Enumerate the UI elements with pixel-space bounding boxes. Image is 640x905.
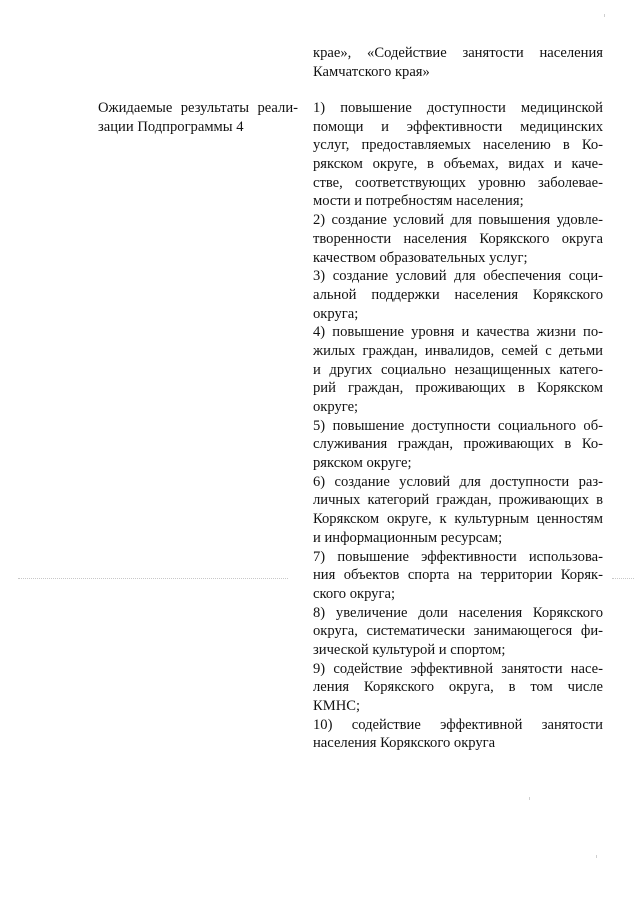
result-line: жилых граждан, инвалидов, семей с детьми: [313, 342, 603, 359]
result-line: 8) увеличение доли населения Корякского: [313, 604, 603, 621]
result-line: творенности населения Корякского округа: [313, 230, 603, 247]
result-line: округе;: [313, 399, 359, 415]
result-item-6: [313, 473, 603, 548]
continuation-line: Камчатского края»: [313, 63, 430, 80]
result-line: 4) повышение уровня и качества жизни по-: [313, 324, 603, 341]
result-line: альной поддержки населения Корякского: [313, 286, 603, 303]
result-line: населения Корякского округа: [313, 735, 496, 752]
result-item-4: [313, 323, 603, 416]
result-line: зической культурой и спортом;: [313, 641, 506, 658]
result-line: 3) создание условий для обеспечения соци-: [313, 268, 603, 285]
result-line: 5) повышение доступности социального об-: [313, 417, 603, 434]
continuation-line: крае», «Содействие занятости населения: [313, 45, 603, 61]
result-item-8: [313, 604, 603, 660]
scan-artifact-speck: [529, 797, 530, 800]
result-line: рий граждан, проживающих в Корякском: [313, 380, 603, 397]
row-label-line: зации Подпрограммы 4: [98, 118, 244, 135]
scan-artifact-speck: [596, 855, 597, 858]
result-item-3: [313, 267, 603, 323]
result-line: мости и потребностям населения;: [313, 193, 524, 210]
row-label-cell: [98, 99, 298, 136]
result-line: 9) содействие эффективной занятости насе-: [313, 660, 603, 677]
result-line: качеством образовательных услуг;: [313, 249, 528, 266]
result-item-1: [313, 99, 603, 211]
expected-results-list: [313, 99, 603, 753]
result-line: рякском округе, в объемах, видах и каче-: [313, 156, 603, 173]
result-line: служивания граждан, проживающих в Ко-: [313, 436, 603, 453]
result-line: и других социально незащищенных катего-: [313, 361, 603, 378]
result-line: помощи и эффективности медицинских: [313, 118, 603, 135]
result-line: ления Корякского округа, в том числе: [313, 679, 603, 696]
scan-artifact-dotted-line: [18, 578, 288, 579]
result-line: Корякском округе, к культурным ценностям: [313, 511, 603, 528]
result-line: КМНС;: [313, 698, 361, 714]
result-item-5: [313, 417, 603, 473]
result-line: округа;: [313, 305, 359, 322]
row-label-line: Ожидаемые результаты реали-: [98, 100, 298, 116]
previous-row-continuation: [313, 44, 603, 81]
result-item-7: [313, 548, 603, 604]
result-line: рякском округе;: [313, 455, 412, 472]
result-line: 7) повышение эффективности использова-: [313, 548, 603, 565]
result-line: ского округа;: [313, 585, 395, 602]
result-item-10: [313, 716, 603, 753]
result-item-2: [313, 211, 603, 267]
result-line: стве, соответствующих уровню заболевае-: [313, 174, 603, 191]
result-line: ния объектов спорта на территории Коряк-: [313, 567, 603, 584]
result-line: и информационным ресурсам;: [313, 529, 503, 546]
result-line: личных категорий граждан, проживающих в: [313, 492, 603, 509]
scan-artifact-dotted-line: [612, 578, 634, 579]
result-line: округа, систематически занимающегося фи-: [313, 623, 603, 640]
result-line: 1) повышение доступности медицинской: [313, 100, 603, 116]
result-line: 2) создание условий для повышения удовле-: [313, 212, 603, 229]
result-line: 6) создание условий для доступности раз-: [313, 473, 603, 490]
scan-artifact-speck: [604, 14, 605, 17]
result-line: услуг, предоставляемых населению в Ко-: [313, 137, 603, 154]
result-item-9: [313, 660, 603, 716]
result-line: 10) содействие эффективной занятости: [313, 716, 603, 733]
